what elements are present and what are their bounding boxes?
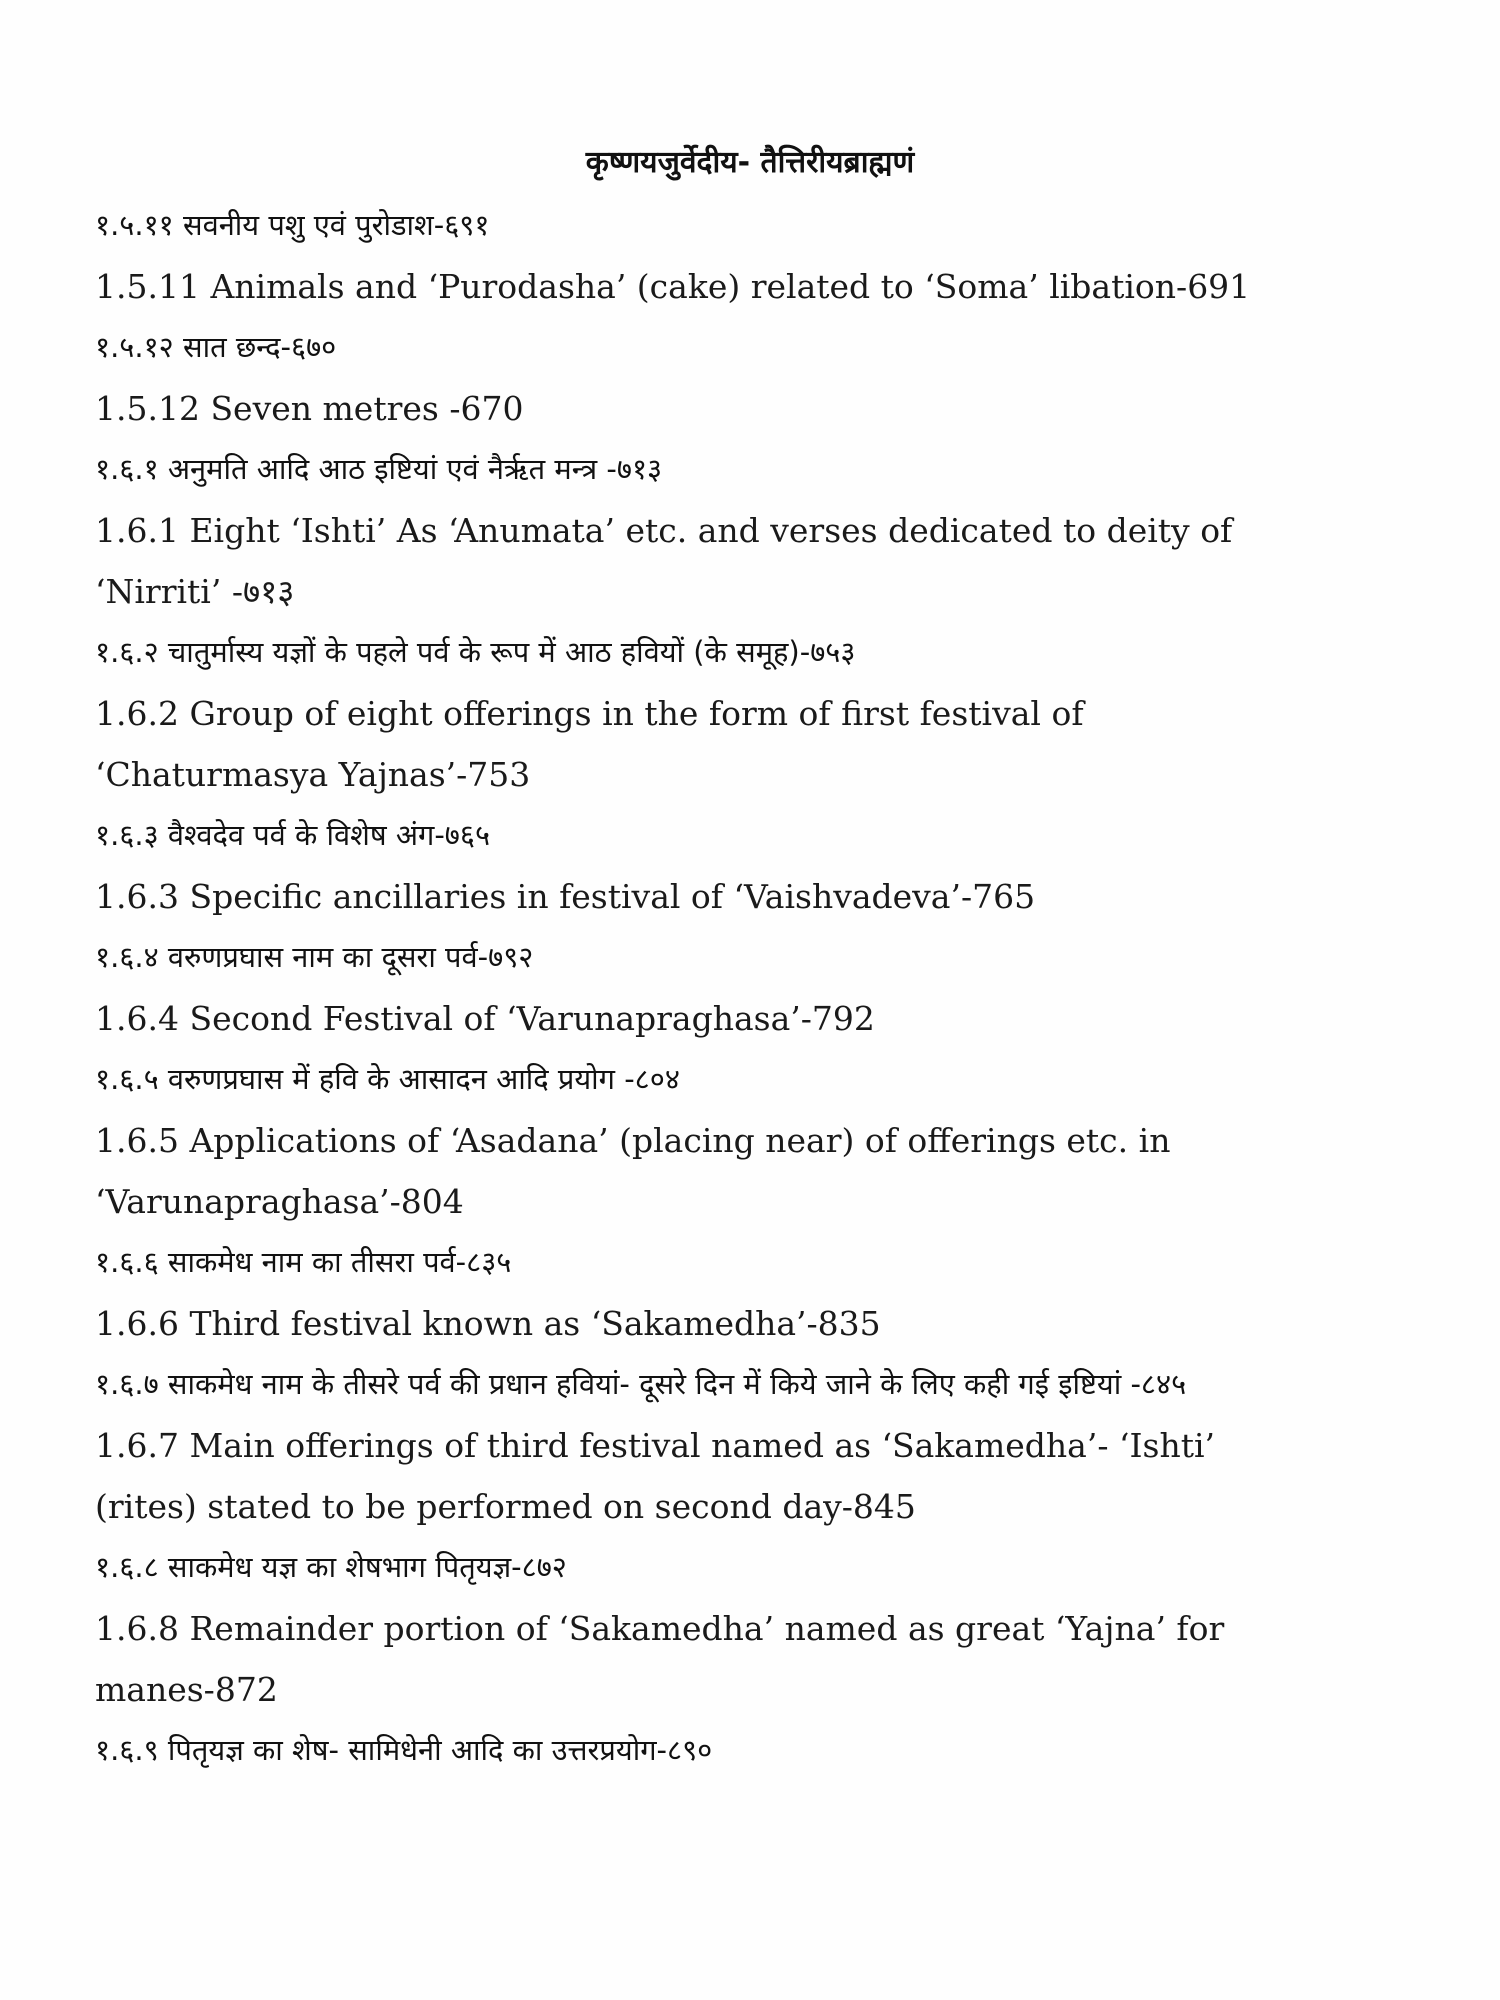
- page-title: कृष्णयजुर्वेदीय- तैत्तिरीयब्राह्मणं: [585, 145, 915, 180]
- toc-entry-hindi: १.६.७ साकमेध नाम के तीसरे पर्व की प्रधान हवियां- दूसरे दिन में किये जाने के लिए कही गई इष्टियां -८४५: [95, 1367, 1187, 1401]
- toc-entry: [95, 439, 1295, 622]
- toc-entry: [95, 622, 1295, 805]
- toc-entry-english: 1.5.12 Seven metres -670: [95, 389, 524, 428]
- toc-entry: [95, 1049, 1295, 1232]
- toc-entry-english: 1.6.3 Specific ancillaries in festival of ‘Vaishvadeva’-765: [95, 877, 1036, 916]
- toc-entry: [95, 1720, 1295, 1781]
- toc-entry: [95, 317, 1295, 439]
- toc-entry-english: 1.6.7 Main offerings of third festival named as ‘Sakamedha’- ‘Ishti’ (rites) stated to be performed on second day-845: [95, 1426, 1216, 1526]
- toc-entry: [95, 927, 1295, 1049]
- toc-entry: [95, 1354, 1295, 1537]
- toc-entry-hindi: १.६.८ साकमेध यज्ञ का शेषभाग पितृयज्ञ-८७२: [95, 1550, 567, 1584]
- toc-entry-english: 1.6.4 Second Festival of ‘Varunapraghasa’-792: [95, 999, 875, 1038]
- toc-entry-english: 1.6.6 Third festival known as ‘Sakamedha’-835: [95, 1304, 881, 1343]
- toc-entry-hindi: १.५.११ सवनीय पशु एवं पुरोडाश-६९१: [95, 208, 490, 242]
- toc-entry-english: 1.5.11 Animals and ‘Purodasha’ (cake) related to ‘Soma’ libation-691: [95, 267, 1251, 306]
- toc-entry-hindi: १.६.१ अनुमति आदि आठ इष्टियां एवं नैर्ऋत मन्त्र -७१३: [95, 452, 663, 486]
- toc-entry-hindi: १.६.२ चातुर्मास्य यज्ञों के पहले पर्व के रूप में आठ हवियों (के समूह)-७५३: [95, 635, 856, 669]
- toc-entry-hindi: १.६.९ पितृयज्ञ का शेष- सामिधेनी आदि का उत्तरप्रयोग-८९०: [95, 1733, 713, 1767]
- toc-entry: [95, 805, 1295, 927]
- toc-entry-hindi: १.६.५ वरुणप्रघास में हवि के आसादन आदि प्रयोग -८०४: [95, 1062, 680, 1096]
- toc-entry-english: 1.6.2 Group of eight offerings in the form of first festival of ‘Chaturmasya Yajnas’-753: [95, 694, 1084, 794]
- toc-entry-hindi: १.६.३ वैश्वदेव पर्व के विशेष अंग-७६५: [95, 818, 491, 852]
- toc-entry-hindi: १.६.४ वरुणप्रघास नाम का दूसरा पर्व-७९२: [95, 940, 534, 974]
- toc-entry-hindi: १.६.६ साकमेध नाम का तीसरा पर्व-८३५: [95, 1245, 512, 1279]
- toc-entry: [95, 1537, 1295, 1720]
- toc-list: [95, 195, 1295, 1781]
- toc-entry: [95, 1232, 1295, 1354]
- toc-entry-english: 1.6.8 Remainder portion of ‘Sakamedha’ named as great ‘Yajna’ for manes-872: [95, 1609, 1225, 1709]
- toc-entry: [95, 195, 1295, 317]
- toc-entry-english: 1.6.5 Applications of ‘Asadana’ (placing near) of offerings etc. in ‘Varunapraghasa’-804: [95, 1121, 1171, 1221]
- toc-entry-english: 1.6.1 Eight ‘Ishti’ As ‘Anumata’ etc. and verses dedicated to deity of ‘Nirriti’ -७१३: [95, 511, 1233, 611]
- toc-entry-hindi: १.५.१२ सात छन्द-६७०: [95, 330, 337, 364]
